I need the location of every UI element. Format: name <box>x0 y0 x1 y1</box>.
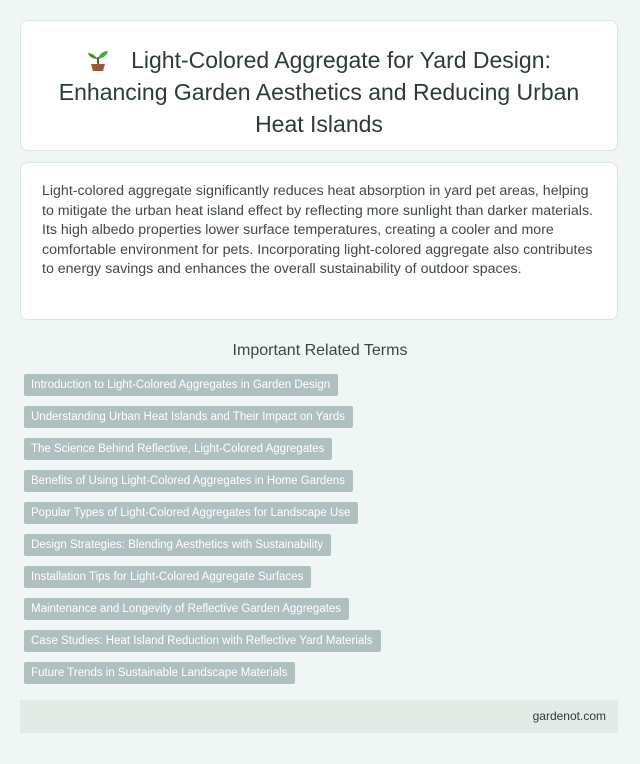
related-terms-heading: Important Related Terms <box>232 342 408 359</box>
related-term-link[interactable]: Future Trends in Sustainable Landscape Materials <box>24 662 295 684</box>
seedling-icon <box>87 47 109 71</box>
related-term-link[interactable]: The Science Behind Reflective, Light-Colored Aggregates <box>24 438 332 460</box>
summary-card <box>20 162 618 320</box>
related-term-link[interactable]: Maintenance and Longevity of Reflective Garden Aggregates <box>24 598 349 620</box>
related-term-link[interactable]: Design Strategies: Blending Aesthetics with Sustainability <box>24 534 331 556</box>
title-card <box>20 20 618 151</box>
related-term-link[interactable]: Understanding Urban Heat Islands and Their Impact on Yards <box>24 406 353 428</box>
page-title <box>21 21 617 140</box>
related-term-link[interactable]: Benefits of Using Light-Colored Aggregates in Home Gardens <box>24 470 353 492</box>
summary-text: Light-colored aggregate significantly reduces heat absorption in yard pet areas, helping to mitigate the urban heat island effect by reflecting more sunlight than darker materials. Its high albedo properties lower surface temperatures, creating a cooler and more comfortable environment for pets. Incorporating light-colored aggregate also contributes to energy savings and enhances the overall sustainability of outdoor spaces. <box>42 183 593 277</box>
related-term-link[interactable]: Introduction to Light-Colored Aggregates in Garden Design <box>24 374 338 396</box>
related-term-link[interactable]: Installation Tips for Light-Colored Aggregate Surfaces <box>24 566 311 588</box>
related-term-link[interactable]: Popular Types of Light-Colored Aggregates for Landscape Use <box>24 502 358 524</box>
site-link[interactable]: gardenot.com <box>532 709 606 723</box>
page-title-text: Light-Colored Aggregate for Yard Design: Enhancing Garden Aesthetics and Reducing Urban Heat Islands <box>58 47 580 137</box>
related-term-link[interactable]: Case Studies: Heat Island Reduction with Reflective Yard Materials <box>24 630 381 652</box>
related-terms-list <box>24 374 616 694</box>
footer <box>20 700 618 733</box>
